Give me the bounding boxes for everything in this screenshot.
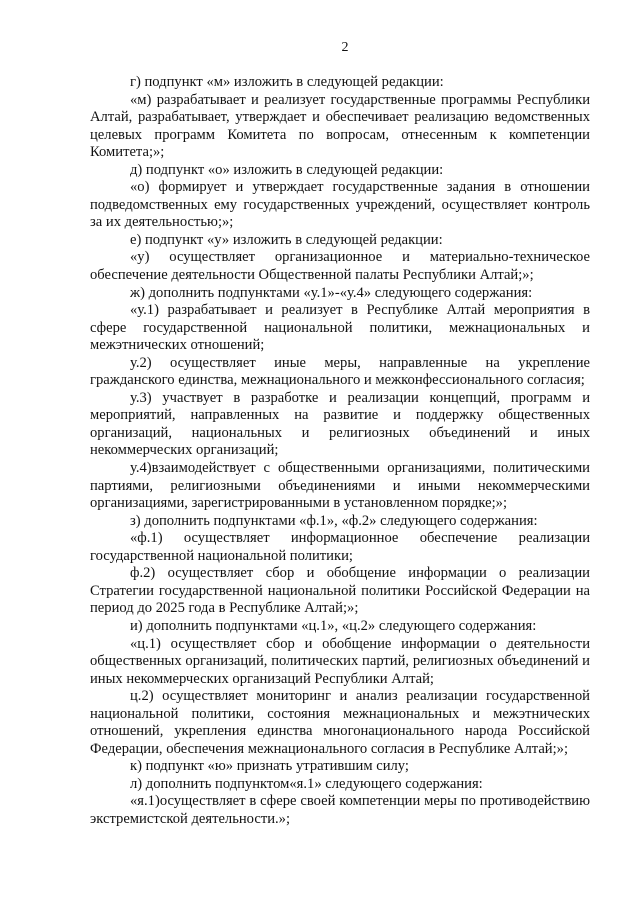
page-number: 2: [341, 40, 349, 55]
paragraph: з) дополнить подпунктами «ф.1», «ф.2» следующего содержания:: [130, 512, 538, 529]
paragraph: л) дополнить подпунктом«я.1» следующего содержания:: [130, 775, 483, 792]
paragraph: у.2) осуществляет иные меры, направленные на укрепление гражданского единства, межнационального и межконфессионального согласия;: [90, 354, 590, 389]
paragraph: «у) осуществляет организационное и материально-техническое обеспечение деятельности Общественной палаты Республики Алтай;»;: [90, 249, 590, 284]
paragraph: ж) дополнить подпунктами «у.1»-«у.4» следующего содержания:: [130, 284, 533, 301]
paragraph: «м) разрабатывает и реализует государственные программы Республики Алтай, разрабатывает, утверждает и обеспечивает реализацию ведомственных целевых программ Комитета по вопросам, отнесенным к компетенции Комитета;»;: [90, 91, 590, 161]
paragraph: ц.2) осуществляет мониторинг и анализ реализации государственной национальной политики, состояния межнациональных и межэтнических отношений, укрепления единства многонационального народа Российской Федерации, обеспечения межнационального согласия в Республике Алтай;»;: [90, 688, 590, 757]
paragraph: «ф.1) осуществляет информационное обеспечение реализации государственной национальной политики;: [90, 530, 590, 564]
paragraph: и) дополнить подпунктами «ц.1», «ц.2» следующего содержания:: [130, 617, 537, 634]
paragraph: е) подпункт «у» изложить в следующей редакции:: [130, 231, 443, 248]
paragraph: г) подпункт «м» изложить в следующей редакции:: [130, 74, 444, 90]
paragraph: к) подпункт «ю» признать утратившим силу;: [130, 758, 409, 775]
paragraph: «я.1)осуществляет в сфере своей компетенции меры по противодействию экстремистской деятельности.»;: [90, 793, 590, 827]
paragraph: д) подпункт «о» изложить в следующей редакции:: [130, 161, 444, 178]
document-body: [90, 74, 590, 829]
paragraph: «у.1) разрабатывает и реализует в Республике Алтай мероприятия в сфере государственной национальной политики, межнациональных и межэтнических отношений;: [90, 302, 590, 354]
paragraph: «ц.1) осуществляет сбор и обобщение информации о деятельности общественных организаций, политических партий, религиозных объединений и иных некоммерческих организаций Республики Алтай;: [90, 635, 590, 687]
paragraph: у.4)взаимодействует с общественными организациями, политическими партиями, религиозными объединениями и иными некоммерческими организациями, зарегистрированными в установленном порядке;»;: [90, 460, 590, 512]
paragraph: ф.2) осуществляет сбор и обобщение информации о реализации Стратегии государственной национальной политики Российской Федерации на период до 2025 года в Республике Алтай;»;: [90, 565, 590, 617]
paragraph: «о) формирует и утверждает государственные задания в отношении подведомственных ему государственных учреждений, осуществляет контроль за их деятельностью;»;: [90, 179, 590, 231]
paragraph: у.3) участвует в разработке и реализации концепций, программ и мероприятий, направленных на развитие и поддержку общественных организаций, национальных и религиозных объединений и иных некоммерческих организаций;: [90, 389, 590, 459]
